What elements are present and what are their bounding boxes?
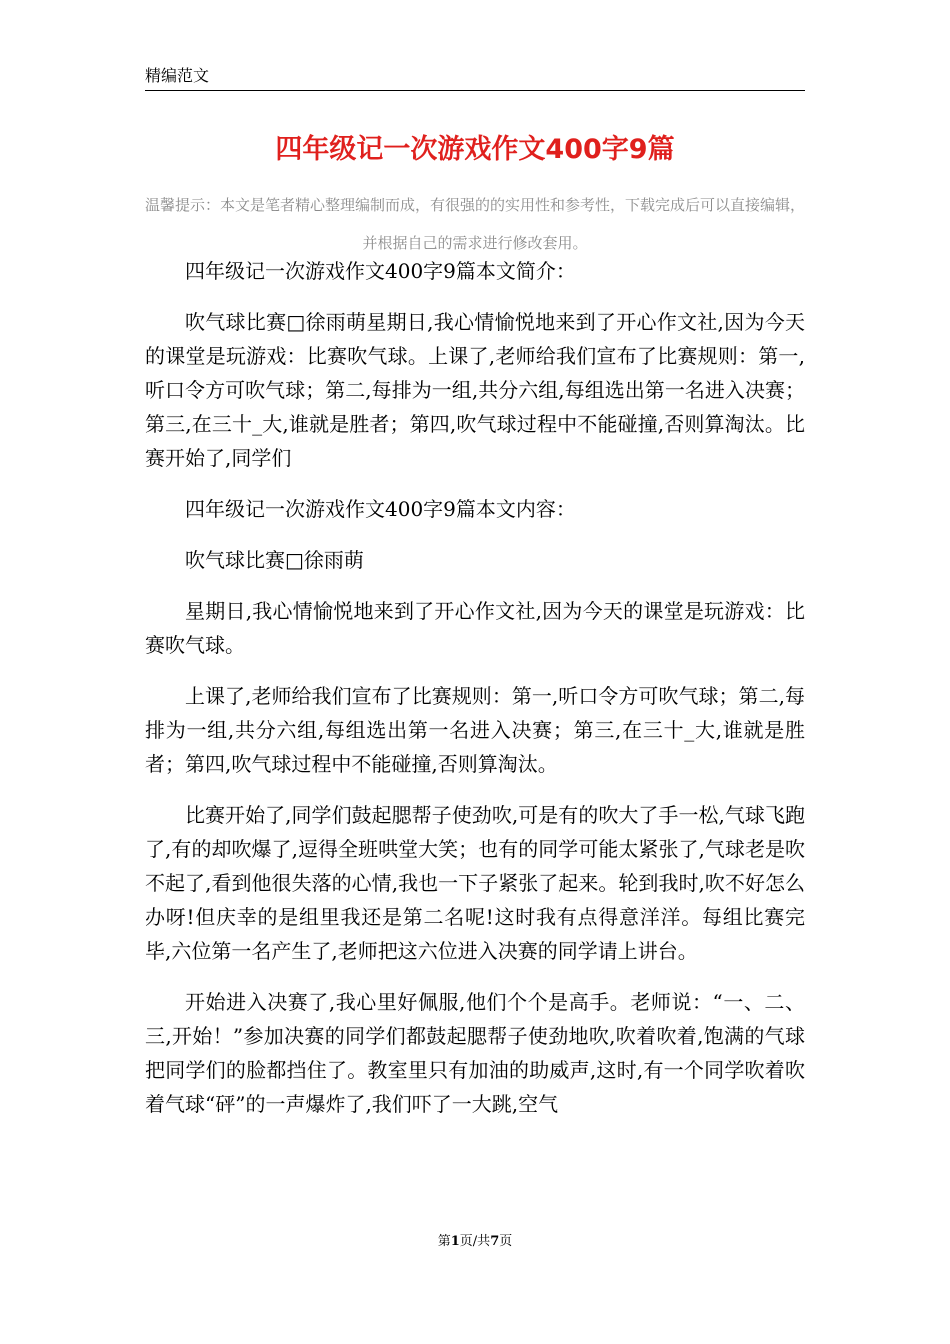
header-divider bbox=[145, 90, 805, 91]
document-title: 四年级记一次游戏作文400字9篇 bbox=[275, 134, 675, 165]
page-number-prefix: 第 bbox=[437, 1234, 451, 1249]
body-paragraph: 开始进入决赛了,我心里好佩服,他们个个是高手。老师说：“一、二、三,开始！”参加决赛的同学们都鼓起腮帮子使劲地吹,吹着吹着,饱满的气球把同学们的脸都挡住了。教室里只有加油的助威声,这时,有一个同学吹着吹着气球“砰”的一声爆炸了,我们吓了一大跳,空气 bbox=[145, 990, 805, 1116]
current-page-number: 1 bbox=[450, 1234, 460, 1249]
essay-title: 吹气球比赛□徐雨萌 bbox=[185, 548, 364, 572]
intro-heading: 四年级记一次游戏作文400字9篇本文简介： bbox=[185, 259, 576, 283]
tip-notice: 温馨提示：本文是笔者精心整理编制而成，有很强的的实用性和参考性，下载完成后可以直接编辑，并根据自己的需求进行修改套用。 bbox=[145, 196, 806, 252]
content-heading: 四年级记一次游戏作文400字9篇本文内容： bbox=[185, 497, 576, 521]
body-paragraph: 上课了,老师给我们宣布了比赛规则：第一,听口令方可吹气球；第二,每排为一组,共分六组,每组选出第一名进入决赛；第三,在三十_大,谁就是胜者；第四,吹气球过程中不能碰撞,否则算淘汰。 bbox=[145, 684, 805, 776]
page-number-suffix: 页 bbox=[499, 1234, 513, 1249]
page-number-middle: 页/共 bbox=[459, 1234, 491, 1249]
intro-summary: 吹气球比赛□徐雨萌星期日,我心情愉悦地来到了开心作文社,因为今天的课堂是玩游戏：比赛吹气球。上课了,老师给我们宣布了比赛规则：第一,听口令方可吹气球；第二,每排为一组,共分六组,每组选出第一名进入决赛；第三,在三十_大,谁就是胜者；第四,吹气球过程中不能碰撞,否则算淘汰。比赛开始了,同学们 bbox=[145, 310, 805, 470]
total-pages-number: 7 bbox=[490, 1234, 500, 1249]
body-paragraph: 星期日,我心情愉悦地来到了开心作文社,因为今天的课堂是玩游戏：比赛吹气球。 bbox=[145, 599, 805, 657]
body-paragraph: 比赛开始了,同学们鼓起腮帮子使劲吹,可是有的吹大了手一松,气球飞跑了,有的却吹爆了,逗得全班哄堂大笑；也有的同学可能太紧张了,气球老是吹不起了,看到他很失落的心情,我也一下子紧张了起来。轮到我时,吹不好怎么办呀!但庆幸的是组里我还是第二名呢!这时我有点得意洋洋。每组比赛完毕,六位第一名产生了,老师把这六位进入决赛的同学请上讲台。 bbox=[145, 803, 805, 963]
document-body bbox=[145, 254, 805, 1138]
page-footer bbox=[0, 1233, 950, 1251]
header-label: 精编范文 bbox=[145, 66, 210, 85]
